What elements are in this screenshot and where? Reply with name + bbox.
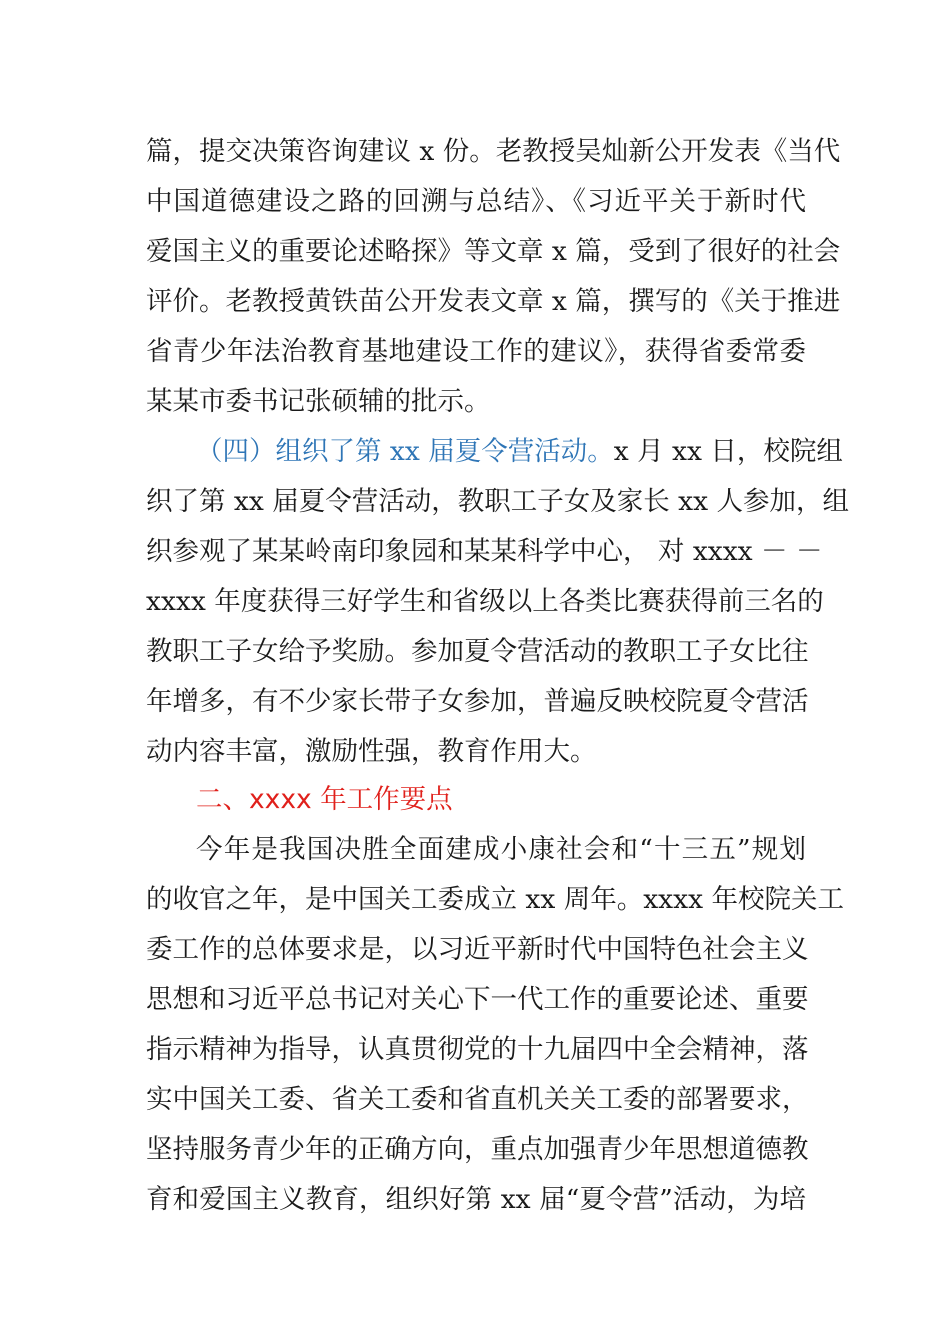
paragraph-1-line-4: 评价。老教授黄铁苗公开发表文章 x 篇，撰写的《关于推进 [146,286,841,317]
paragraph-3-line-2: 的收官之年，是中国关工委成立 xx 周年。xxxx 年校院关工 [146,884,844,915]
paragraph-3-line-1: 今年是我国决胜全面建成小康社会和“十三五”规划 [196,834,806,865]
paragraph-2-line-3: 织参观了某某岭南印象园和某某科学中心， 对 xxxx － － [146,536,823,567]
paragraph-3-line-4: 思想和习近平总书记对关心下一代工作的重要论述、重要 [146,984,809,1015]
paragraph-2-line-5: 教职工子女给予奖励。参加夏令营活动的教职工子女比往 [146,636,809,667]
paragraph-1-line-2: 中国道德建设之路的回溯与总结》、《习近平关于新时代 [146,186,806,217]
paragraph-2-line-1-rest: x 月 xx 日，校院组 [613,436,843,467]
paragraph-3-line-7: 坚持服务青少年的正确方向，重点加强青少年思想道德教 [146,1134,809,1165]
paragraph-2-line-4: xxxx 年度获得三好学生和省级以上各类比赛获得前三名的 [146,586,824,617]
paragraph-2-line-6: 年增多，有不少家长带子女参加，普遍反映校院夏令营活 [146,686,809,717]
section-heading: 二、xxxx 年工作要点 [196,784,453,815]
paragraph-1-line-6: 某某市委书记张硕辅的批示。 [146,386,491,417]
paragraph-1-line-5: 省青少年法治教育基地建设工作的建议》，获得省委常委 [146,336,806,367]
paragraph-3-line-5: 指示精神为指导，认真贯彻党的十九届四中全会精神，落 [146,1034,809,1065]
paragraph-1-line-1: 篇，提交决策咨询建议 x 份。老教授吴灿新公开发表《当代 [146,136,841,167]
paragraph-3-line-6: 实中国关工委、省关工委和省直机关关工委的部署要求， [146,1084,809,1115]
paragraph-3-line-3: 委工作的总体要求是，以习近平新时代中国特色社会主义 [146,934,809,965]
paragraph-2-line-1 [196,432,843,472]
paragraph-2-line-2: 织了第 xx 届夏令营活动，教职工子女及家长 xx 人参加，组 [146,486,849,517]
paragraph-3-line-8: 育和爱国主义教育，组织好第 xx 届“夏令营”活动，为培 [146,1184,806,1215]
subsection-title: （四）组织了第 xx 届夏令营活动。 [196,436,614,467]
paragraph-2-line-7: 动内容丰富，激励性强，教育作用大。 [146,736,597,767]
paragraph-1-line-3: 爱国主义的重要论述略探》等文章 x 篇，受到了很好的社会 [146,236,841,267]
